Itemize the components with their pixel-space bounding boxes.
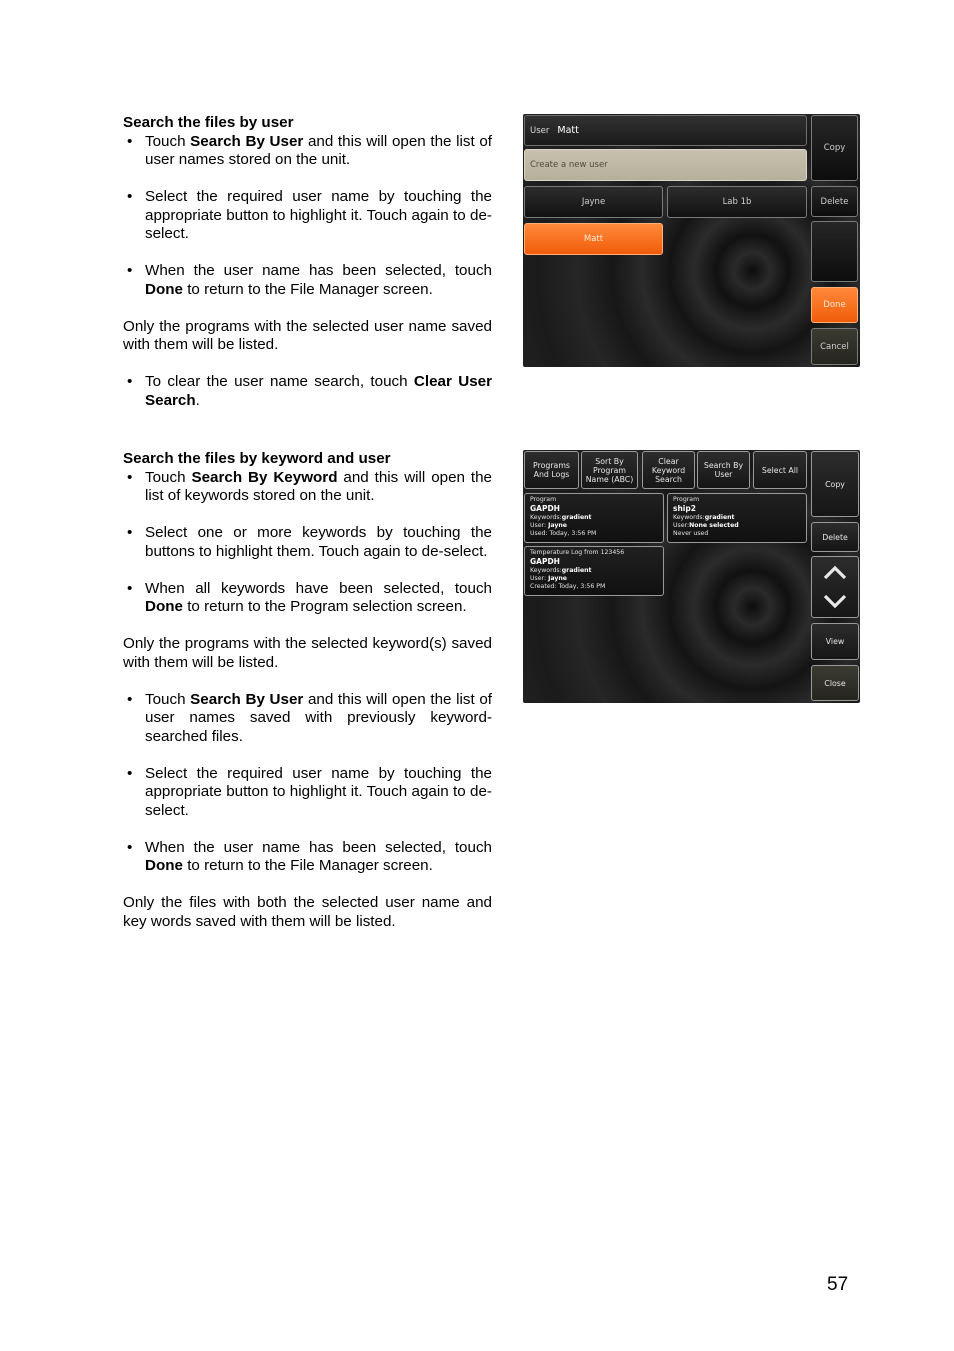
section-heading: Search the files by user xyxy=(123,114,294,131)
section-heading: Search the files by keyword and user xyxy=(123,450,391,467)
copy-button[interactable]: Copy xyxy=(811,451,859,517)
view-button[interactable]: View xyxy=(811,623,859,660)
bullet-item: • When all keywords have been selected, touch Done to return to the Program selection screen. xyxy=(123,580,492,617)
file-card[interactable]: Program ship2 Keywords:gradient User:None selected Never used xyxy=(667,493,807,543)
done-button[interactable]: Done xyxy=(811,287,858,323)
chevron-up-icon[interactable] xyxy=(822,563,848,581)
page-number: 57 xyxy=(827,1274,849,1295)
chevron-down-icon[interactable] xyxy=(822,593,848,611)
file-manager-screen xyxy=(523,450,860,703)
bullet-item: • When the user name has been selected, touch Done to return to the File Manager screen. xyxy=(123,262,492,299)
create-new-user-field[interactable]: Create a new user xyxy=(524,149,807,181)
copy-button[interactable]: Copy xyxy=(811,115,858,181)
paragraph: Only the programs with the selected user name saved with them will be listed. xyxy=(123,317,492,353)
bullet-item: • Select the required user name by touching the appropriate button to highlight it. Touch again to de-select. xyxy=(123,188,492,244)
bullet-item: • Select the required user name by touching the appropriate button to highlight it. Touch again to de-select. xyxy=(123,765,492,821)
bullet-item: • When the user name has been selected, touch Done to return to the File Manager screen. xyxy=(123,839,492,876)
delete-button[interactable]: Delete xyxy=(811,522,859,552)
blank-button[interactable] xyxy=(811,221,858,282)
clear-keyword-search-button[interactable]: Clear Keyword Search xyxy=(642,451,695,489)
cancel-button[interactable]: Cancel xyxy=(811,328,858,365)
user-select-screen xyxy=(523,114,860,367)
bullet-item: • Touch Search By User and this will open the list of user names saved with previously keyword-searched files. xyxy=(123,691,492,747)
bullet-item: • Touch Search By User and this will open the list of user names stored on the unit. xyxy=(123,133,492,170)
search-by-user-button[interactable]: Search By User xyxy=(697,451,750,489)
sort-by-name-button[interactable]: Sort By Program Name (ABC) xyxy=(581,451,638,489)
bullet-item: • Select one or more keywords by touching the buttons to highlight them. Touch again to de-select. xyxy=(123,524,492,561)
section-search-by-user xyxy=(123,114,492,410)
programs-and-logs-button[interactable]: Programs And Logs xyxy=(524,451,579,489)
paragraph: Only the programs with the selected keyword(s) saved with them will be listed. xyxy=(123,635,492,671)
section-search-by-keyword-and-user xyxy=(123,450,492,931)
delete-button[interactable]: Delete xyxy=(811,186,858,217)
user-value: Matt xyxy=(557,125,579,136)
user-button-lab-1b[interactable]: Lab 1b xyxy=(667,186,807,218)
user-field[interactable] xyxy=(524,115,807,146)
close-button[interactable]: Close xyxy=(811,665,859,701)
user-label: User xyxy=(530,125,550,136)
bullet-item: • Touch Search By Keyword and this will open the list of keywords stored on the unit. xyxy=(123,469,492,506)
user-button-matt[interactable]: Matt xyxy=(524,223,663,255)
file-card[interactable]: Temperature Log from 123456 GAPDH Keywords:gradient User: Jayne Created: Today, 3:56 PM xyxy=(524,546,664,596)
bullet-item: • To clear the user name search, touch Clear User Search. xyxy=(123,373,492,410)
user-button-jayne[interactable]: Jayne xyxy=(524,186,663,218)
select-all-button[interactable]: Select All xyxy=(753,451,807,489)
paragraph: Only the files with both the selected user name and key words saved with them will be listed. xyxy=(123,894,492,930)
scroll-buttons[interactable] xyxy=(811,556,859,618)
file-card[interactable]: Program GAPDH Keywords:gradient User: Jayne Used: Today, 3:56 PM xyxy=(524,493,664,543)
